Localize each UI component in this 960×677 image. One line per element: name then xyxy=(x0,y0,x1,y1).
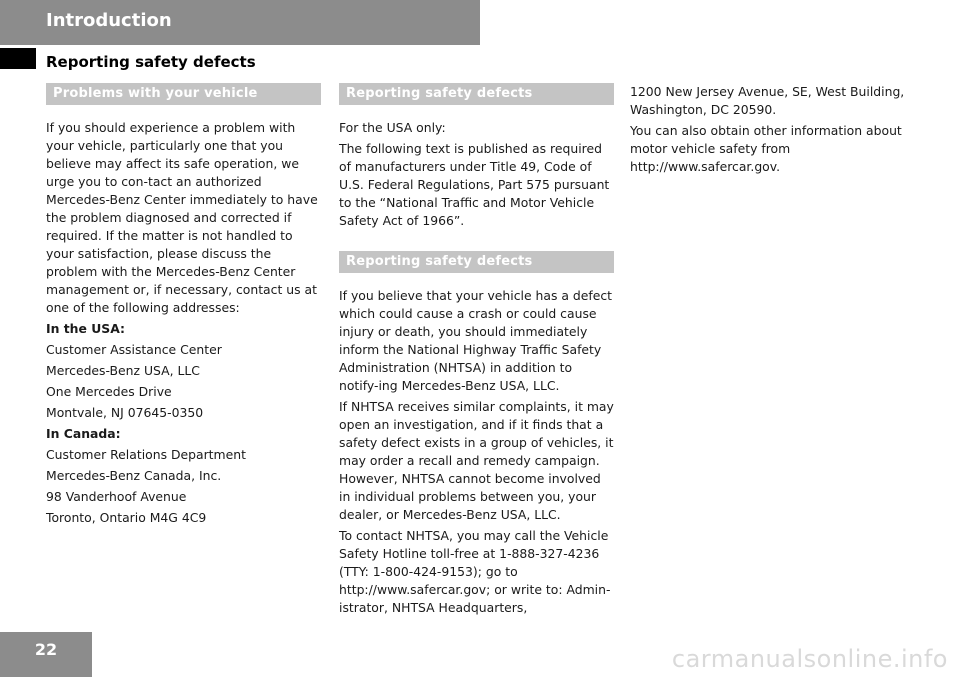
header-band xyxy=(0,0,480,45)
intro-paragraph: If you should experience a problem with your vehicle, particularly one that you believe may affect its safe operation, we urge you to con-tact an authorized Mercedes-Benz Center immediately to have the problem diagnosed and corrected if required. If the matter is not handled to your satisfaction, please discuss the problem with the Mercedes-Benz Center management or, if necessary, contact us at one of the following addresses: xyxy=(46,120,318,315)
canada-line: Toronto, Ontario M4G 4C9 xyxy=(46,510,207,525)
usa-only: For the USA only: xyxy=(339,120,446,135)
canada-label: In Canada: xyxy=(46,426,121,441)
section-title: Reporting safety defects xyxy=(46,53,256,71)
publish-text: The following text is published as required of manufacturers under Title 49, Code of U.S. Federal Regulations, Part 575 pursuant to the “National Traffic and Motor Vehicle Safety Act of 1966”. xyxy=(339,141,610,228)
paragraph: If NHTSA receives similar complaints, it may open an investigation, and if it finds that a safety defect exists in a group of vehicles, it may order a recall and remedy campaign. However, NHTSA cannot become involved in individual problems between you, your dealer, or Mercedes-Benz USA, LLC. xyxy=(339,399,614,522)
heading-reporting-2: Reporting safety defects xyxy=(339,251,614,273)
usa-label: In the USA: xyxy=(46,321,125,336)
usa-line: One Mercedes Drive xyxy=(46,384,172,399)
column-1 xyxy=(46,83,321,530)
page-number: 22 xyxy=(0,632,92,677)
paragraph: If you believe that your vehicle has a defect which could cause a crash or could cause injury or death, you should immediately inform the National Highway Traffic Safety Administration (NHTSA) in addition to notify-ing Mercedes-Benz USA, LLC. xyxy=(339,288,613,393)
chapter-title: Introduction xyxy=(46,10,172,31)
usa-line: Customer Assistance Center xyxy=(46,342,222,357)
heading-reporting-1: Reporting safety defects xyxy=(339,83,614,105)
usa-line: Montvale, NJ 07645-0350 xyxy=(46,405,204,420)
section-marker xyxy=(0,48,36,69)
watermark: carmanualsonline.info xyxy=(671,645,948,673)
paragraph: 1200 New Jersey Avenue, SE, West Building, Washington, DC 20590. xyxy=(630,84,905,117)
canada-line: Customer Relations Department xyxy=(46,447,246,462)
column-2 xyxy=(339,83,614,620)
paragraph: You can also obtain other information about motor vehicle safety from http://www.safercar.gov. xyxy=(630,123,902,174)
heading-problems: Problems with your vehicle xyxy=(46,83,321,105)
column-3 xyxy=(630,83,910,179)
usa-line: Mercedes-Benz USA, LLC xyxy=(46,363,200,378)
canada-line: 98 Vanderhoof Avenue xyxy=(46,489,187,504)
paragraph: To contact NHTSA, you may call the Vehicle Safety Hotline toll-free at 1-888-327-4236 (TTY: 1-800-424-9153); go to http://www.safercar.gov; or write to: Admin-istrator, NHTSA Headquarters, xyxy=(339,528,611,615)
canada-line: Mercedes-Benz Canada, Inc. xyxy=(46,468,222,483)
